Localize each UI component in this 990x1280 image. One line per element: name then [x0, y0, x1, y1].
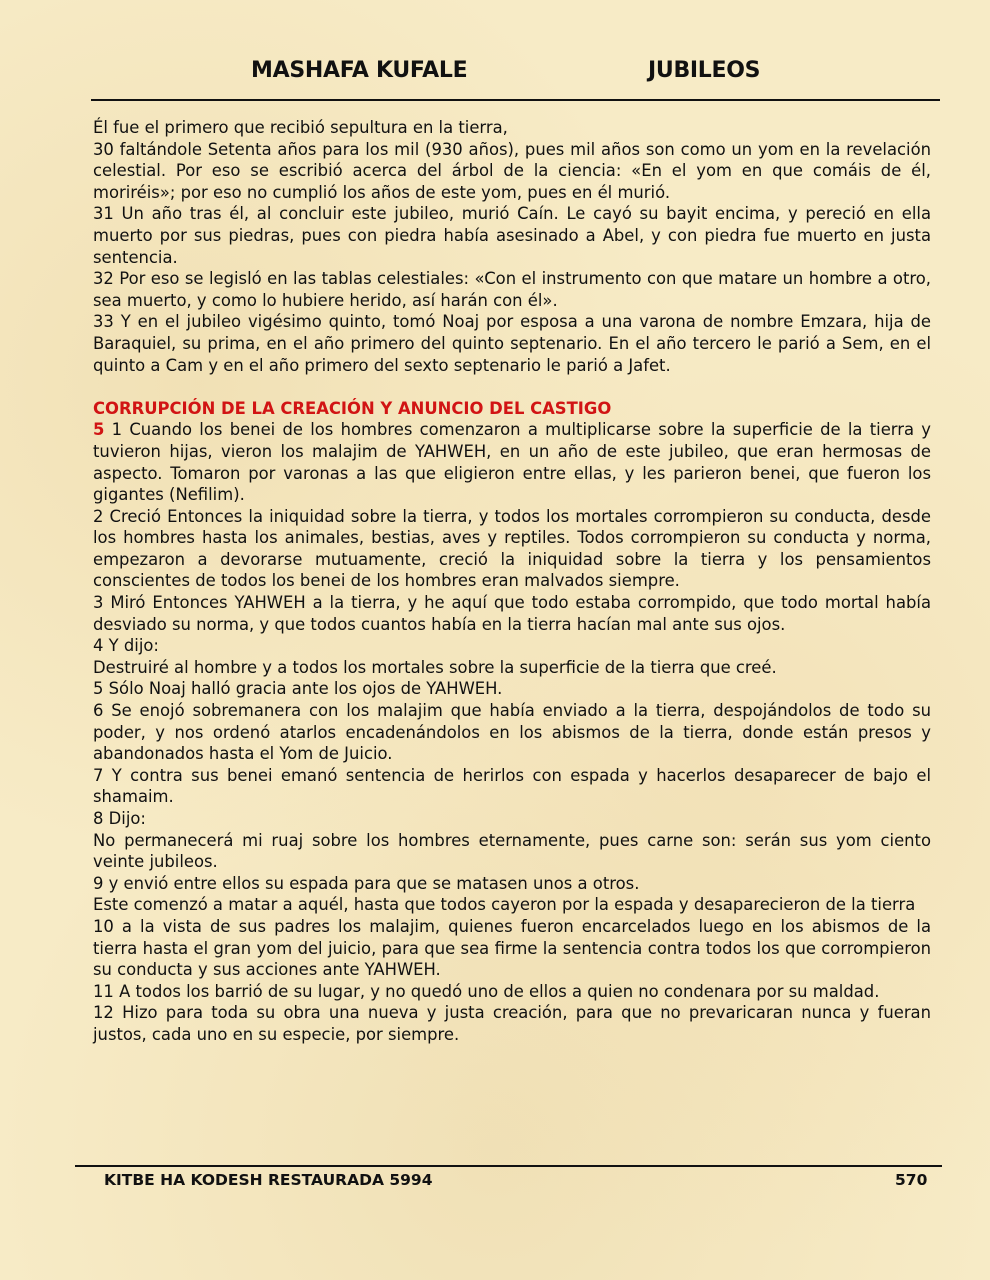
verse-5-11: 11 A todos los barrió de su lugar, y no quedó uno de ellos a quien no condenara por su maldad. [93, 981, 880, 1001]
paragraph: Él fue el primero que recibió sepultura en la tierra, [93, 118, 508, 137]
verse-5-9: 9 y envió entre ellos su espada para que se matasen unos a otros. [93, 873, 640, 893]
verse-30: 30 faltándole Setenta años para los mil (930 años), pues mil años son como un yom en la revelación celestial. Por eso se escribió acerca del árbol de la ciencia: «En el yom en que comáis de él, moriréis»; por eso no cumplió los años de este yom, pues en él murió. [93, 139, 931, 202]
footer-title: KITBE HA KODESH RESTAURADA 5994 [104, 1171, 433, 1189]
verse-32: 32 Por eso se legisló en las tablas celestiales: «Con el instrumento con que matare un hombre a otro, sea muerto, y como lo hubiere herido, así harán con él». [93, 269, 931, 310]
verse-5-5: 5 Sólo Noaj halló gracia ante los ojos de YAHWEH. [93, 679, 503, 699]
verse-5-7: 7 Y contra sus benei emanó sentencia de herirlos con espada y hacerlos desaparecer de bajo el shamaim. [93, 765, 931, 807]
verse-5-10: 10 a la vista de sus padres los malajim, quienes fueron encarcelados luego en los abismos de la tierra hasta el gran yom del juicio, para que sea firme la sentencia contra todos los que corrompieron su conducta y sus acciones ante YAHWEH. [93, 916, 931, 980]
verse-31: 31 Un año tras él, al concluir este jubileo, murió Caín. Le cayó su bayit encima, y pereció en ella muerto por sus piedras, pues con piedra había asesinado a Abel, y con piedra fue muerto en justa sentencia. [93, 204, 931, 267]
page-body [93, 117, 931, 1046]
verse-5-6: 6 Se enojó sobremanera con los malajim que había enviado a la tierra, despojándolos de todo su poder, y nos ordenó atarlos encadenándolos en los abismos de la tierra, donde están presos y abandonados hasta el Yom de Juicio. [93, 701, 931, 764]
quote-line: No permanecerá mi ruaj sobre los hombres eternamente, pues carne son: serán sus yom ciento veinte jubileos. [93, 830, 931, 872]
verse-5-8: 8 Dijo: [93, 809, 146, 828]
header-divider [91, 99, 940, 101]
verse-text: 1 Cuando los benei de los hombres comenzaron a multiplicarse sobre la superficie de la tierra y tuvieron hijas, vieron los malajim de YAHWEH, en un año de este jubileo, que eran hermosas de aspecto. Tomaron por varonas a las que eligieron entre ellas, y les parieron benei, que fueron los gigantes (Nefilim). [93, 420, 931, 505]
paragraph: Este comenzó a matar a aquél, hasta que todos cayeron por la espada y desaparecieron de la tierra [93, 895, 916, 915]
header-book-subtitle: JUBILEOS [648, 58, 761, 83]
section-title: CORRUPCIÓN DE LA CREACIÓN Y ANUNCIO DEL CASTIGO [93, 398, 612, 418]
footer-divider [75, 1165, 942, 1167]
page-header [0, 58, 990, 94]
verse-33: 33 Y en el jubileo vigésimo quinto, tomó Noaj por esposa a una varona de nombre Emzara, hija de Baraquiel, su prima, en el año primero del quinto septenario. En el año tercero le parió a Sem, en el quinto a Cam y en el año primero del sexto septenario le parió a Jafet. [93, 312, 931, 375]
verse-5-3: 3 Miró Entonces YAHWEH a la tierra, y he aquí que todo estaba corrompido, que todo mortal había desviado su norma, y que todos cuantos había en la tierra hacían mal ante sus ojos. [93, 593, 931, 634]
verse-5-1 [93, 419, 931, 505]
quote-line: Destruiré al hombre y a todos los mortales sobre la superficie de la tierra que creé. [93, 657, 777, 677]
verse-5-4: 4 Y dijo: [93, 636, 159, 656]
header-book-title: MASHAFA KUFALE [251, 58, 468, 83]
chapter-number: 5 [93, 420, 105, 440]
verse-5-12: 12 Hizo para toda su obra una nueva y justa creación, para que no prevaricaran nunca y fueran justos, cada uno en su especie, por siempre. [93, 1003, 931, 1044]
verse-5-2: 2 Creció Entonces la iniquidad sobre la tierra, y todos los mortales corrompieron su conducta, desde los hombres hasta los animales, bestias, aves y reptiles. Todos corrompieron su conducta y norma, empezaron a devorarse mutuamente, creció la iniquidad sobre la tierra y los pensamientos conscientes de todos los benei de los hombres eran malvados siempre. [93, 506, 931, 591]
page-number: 570 [895, 1171, 928, 1189]
